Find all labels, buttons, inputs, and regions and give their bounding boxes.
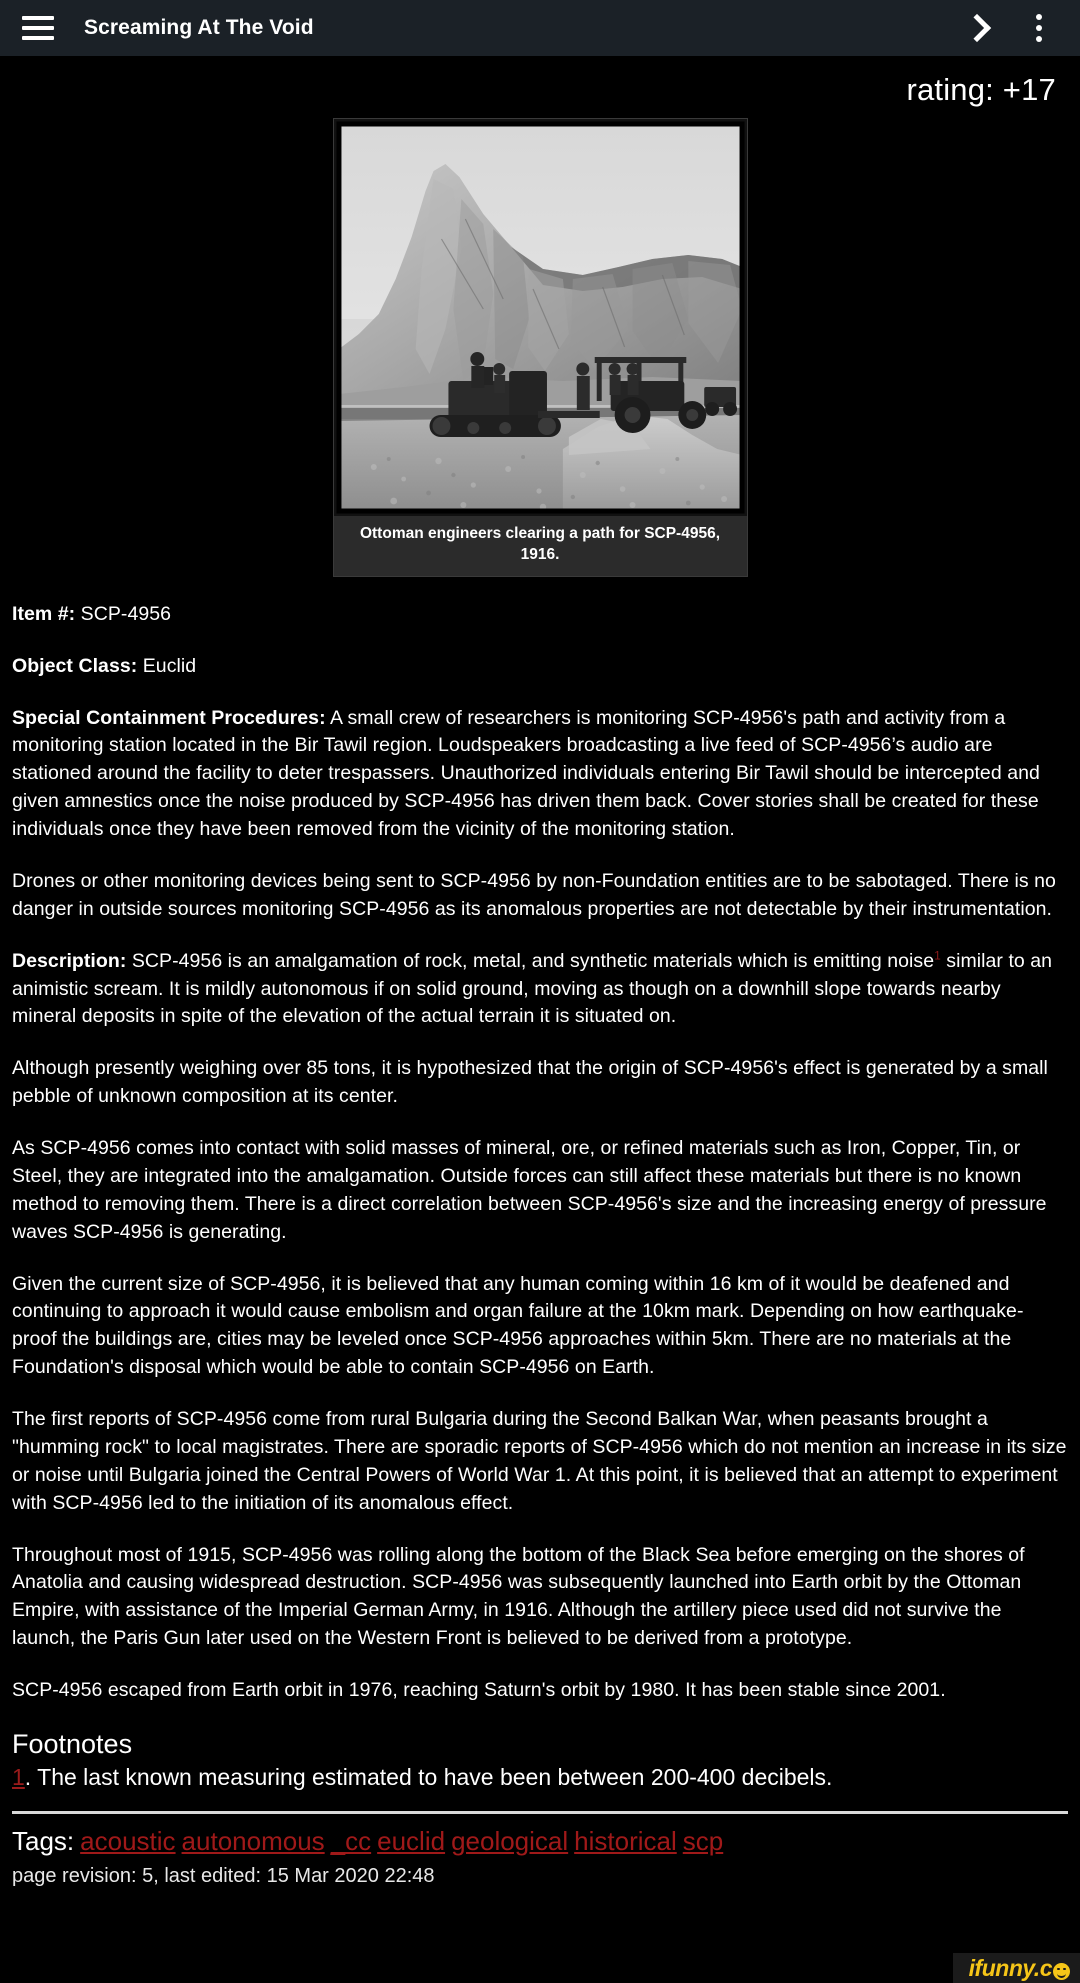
tag-scp[interactable]: scp [682, 1826, 724, 1857]
rating-label: rating: +17 [906, 72, 1056, 107]
paragraph-text: SCP-4956 escaped from Earth orbit in 1976, reaching Saturn's orbit by 1980. It has been stable since 2001. [12, 1679, 946, 1702]
figure-caption: Ottoman engineers clearing a path for SCP-4956, 1916. [334, 516, 747, 576]
paragraph-danger-radius [12, 1271, 1068, 1383]
paragraph-amalgamation [12, 1135, 1068, 1247]
paragraph-drones [12, 868, 1068, 924]
paragraph-description [12, 948, 1068, 1032]
tags-row [0, 1826, 1080, 1857]
article-content [0, 56, 1080, 1888]
figure-wrapper [0, 118, 1080, 577]
paragraph-label: Special Containment Procedures: [12, 706, 326, 729]
paragraph-text: Given the current size of SCP-4956, it is believed that any human coming within 16 km of it would be deafened and continuing to approach it would cause embolism and organ failure at the 10km mark. Depending on how earthquake-proof the buildings are, cities may be leveled once SCP-4956 approaches within 5km. There are no materials at the Foundation's disposal which would be able to contain SCP-4956 on Earth. [12, 1272, 1024, 1379]
paragraph-text: As SCP-4956 comes into contact with solid masses of mineral, ore, or refined materials such as Iron, Copper, Tin, or Steel, they are integrated into the amalgamation. Outside forces can still affect these materials but there is no known method to removing them. There is a direct correlation between SCP-4956's size and the increasing energy of pressure waves SCP-4956 is generating. [12, 1137, 1047, 1243]
ifunny-watermark [953, 1953, 1080, 1983]
paragraph-orbit-escape [12, 1677, 1068, 1705]
tag-cc[interactable]: _cc [330, 1826, 372, 1857]
paragraph-text-after: similar to an animistic scream. It is mildly autonomous if on solid ground, moving as though on a downhill slope towards nearby mineral deposits in spite of the elevation of the actual terrain it is situated on. [12, 949, 1053, 1028]
paragraph-weight [12, 1055, 1068, 1111]
app-bar-title: Screaming At The Void [84, 16, 314, 39]
kebab-menu-icon[interactable] [1026, 11, 1052, 45]
footnote-item-1 [0, 1762, 1080, 1793]
chevron-right-icon[interactable] [958, 11, 992, 45]
figure-photo [334, 119, 747, 516]
paragraph-text: The first reports of SCP-4956 come from rural Bulgaria during the Second Balkan War, when peasants brought a "humming rock" to local magistrates. There are sporadic reports of SCP-4956 which do not mention an increase in its size or noise until Bulgaria joined the Central Powers of World War 1. At this point, it is believed that an attempt to experiment with SCP-4956 led to the initiation of its anomalous effect. [12, 1408, 1067, 1514]
hamburger-menu-icon[interactable] [22, 16, 54, 40]
page-revision-info: page revision: 5, last edited: 15 Mar 2020 22:48 [12, 1865, 435, 1888]
paragraph-text: SCP-4956 is an amalgamation of rock, metal, and synthetic materials which is emitting noise [126, 949, 935, 972]
footnote-number-link[interactable]: 1 [12, 1763, 25, 1790]
field-object-class-label: Object Class: [12, 654, 138, 677]
paragraph-text: A small crew of researchers is monitoring SCP-4956's path and activity from a monitoring station located in the Bir Tawil region. Loudspeakers broadcasting a live feed of SCP-4956’s audio are stationed around the facility to deter trespassers. Unauthorized individuals entering Bir Tawil should be intercepted and given amnestics once the noise produced by SCP-4956 has driven them back. Cover stories shall be created for these individuals once they have been removed from the vicinity of the monitoring station. [12, 706, 1040, 841]
paragraph-label: Description: [12, 949, 127, 972]
footnotes-heading: Footnotes [12, 1728, 133, 1759]
app-bar [0, 0, 1080, 56]
article-body [0, 601, 1080, 1705]
tag-geological[interactable]: geological [451, 1826, 569, 1857]
article-figure [333, 118, 748, 577]
field-object-class [12, 653, 1068, 681]
paragraph-1915-history [12, 1542, 1068, 1654]
footnote-marker-1[interactable]: 1 [934, 948, 941, 963]
tag-autonomous[interactable]: autonomous [181, 1826, 325, 1857]
paragraph-text: Although presently weighing over 85 tons, it is hypothesized that the origin of SCP-4956's effect is generated by a small pebble of unknown composition at its center. [12, 1057, 1048, 1108]
paragraph-text: Drones or other monitoring devices being sent to SCP-4956 by non-Foundation entities are to be sabotaged. There is no danger in outside sources monitoring SCP-4956 as its anomalous properties are not detectable by their instrumentation. [12, 869, 1056, 920]
horizontal-divider [12, 1811, 1068, 1814]
paragraph-first-reports [12, 1406, 1068, 1518]
field-object-class-value: Euclid [137, 654, 197, 677]
field-item-number [12, 601, 1068, 629]
paragraph-text: Throughout most of 1915, SCP-4956 was rolling along the bottom of the Black Sea before emerging on the shores of Anatolia and causing widespread destruction. SCP-4956 was subsequently launched into Earth orbit by the Ottoman Empire, with assistance of the Imperial German Army, in 1916. Although the artillery piece used did not survive the launch, the Paris Gun later used on the Western Front is believed to be derived from a prototype. [12, 1543, 1025, 1650]
smiley-face-icon [1053, 1963, 1070, 1980]
tag-euclid[interactable]: euclid [377, 1826, 446, 1857]
tag-acoustic[interactable]: acoustic [80, 1826, 176, 1857]
tag-historical[interactable]: historical [574, 1826, 677, 1857]
tags-label: Tags: [12, 1826, 75, 1857]
paragraph-containment-procedures [12, 705, 1068, 844]
watermark-text: ifunny.c [968, 1954, 1052, 1981]
footnote-text: . The last known measuring estimated to have been between 200-400 decibels. [24, 1763, 833, 1790]
field-item-number-value: SCP-4956 [75, 602, 172, 625]
field-item-number-label: Item #: [12, 602, 76, 625]
